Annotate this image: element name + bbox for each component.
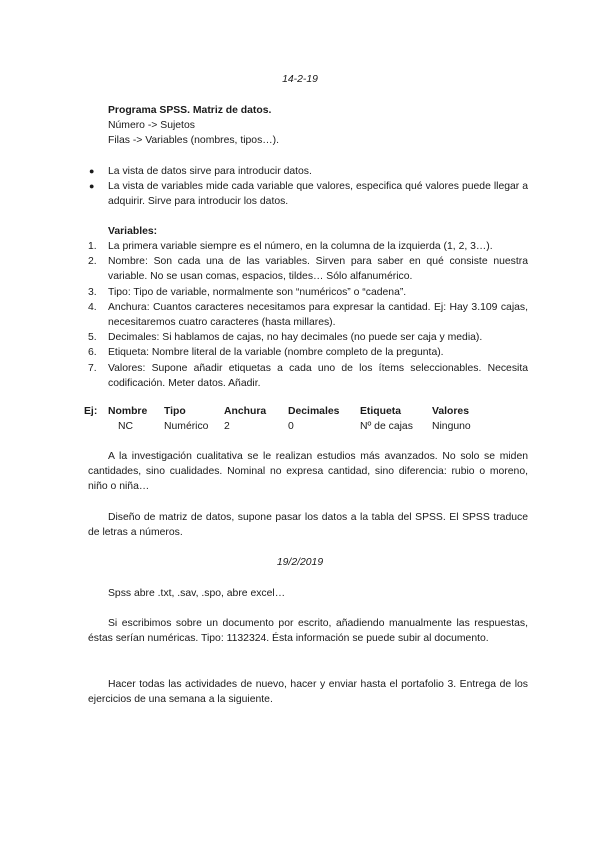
paragraph: Hacer todas las actividades de nuevo, hacer y enviar hasta el portafolio 3. Entrega de los ejercicios de una semana a la siguiente. bbox=[88, 679, 528, 706]
table-row bbox=[108, 419, 492, 434]
example-table bbox=[108, 404, 492, 434]
list-number: 7. bbox=[88, 362, 97, 374]
text-line: Filas -> Variables (nombres, tipos…). bbox=[108, 135, 280, 146]
table-header: Anchura bbox=[224, 406, 267, 417]
numbered-list bbox=[88, 239, 528, 391]
list-item: ● La vista de datos sirve para introducir datos. bbox=[88, 164, 528, 179]
table-header: Etiqueta bbox=[360, 406, 401, 417]
list-number: 4. bbox=[88, 301, 97, 313]
bullet-icon: ● bbox=[89, 166, 95, 176]
example-label: Ej: bbox=[84, 406, 98, 417]
table-header: Valores bbox=[432, 406, 469, 417]
table-cell: NC bbox=[118, 421, 134, 433]
table-cell: 2 bbox=[224, 421, 230, 433]
date-heading-2: 19/2/2019 bbox=[276, 557, 324, 568]
paragraph: Spss abre .txt, .sav, .spo, abre excel… bbox=[108, 588, 286, 599]
date-heading-1: 14-2-19 bbox=[282, 74, 318, 85]
bullet-icon: ● bbox=[89, 181, 95, 192]
table-cell: Ninguno bbox=[432, 421, 471, 433]
list-number: 6. bbox=[88, 347, 97, 359]
table-cell: 0 bbox=[288, 421, 294, 433]
list-item: 7. Valores: Supone añadir etiquetas a cada uno de los ítems seleccionables. Necesita codificación. Meter datos. Añadir. bbox=[88, 362, 528, 389]
list-item: 3. Tipo: Tipo de variable, normalmente son “numéricos” o “cadena”. bbox=[88, 285, 528, 300]
list-number: 2. bbox=[88, 256, 97, 268]
table-header: Decimales bbox=[288, 406, 340, 417]
table-header: Nombre bbox=[108, 406, 148, 417]
paragraph: A la investigación cualitativa se le realizan estudios más avanzados. No solo se miden cantidades, sino cualidades. Nominal no expresa cantidad, sino diferencia: rubio o moreno, niño o niña… bbox=[88, 451, 528, 493]
list-item: 2. Nombre: Son cada una de las variables. Sirven para saber en qué consiste nuestra variable. No se usan comas, espacios, tildes… Sólo alfanumérico. bbox=[88, 256, 528, 283]
paragraph: Si escribimos sobre un documento por escrito, añadiendo manualmente las respuestas, éstas serían numéricas. Tipo: 1132324. Ésta información se puede subir al documento. bbox=[88, 618, 528, 645]
list-item: 4. Anchura: Cuantos caracteres necesitamos para expresar la cantidad. Ej: Hay 3.109 cajas, necesitaremos cuatro caracteres (hasta millares). bbox=[88, 301, 528, 329]
table-cell: Numérico bbox=[164, 421, 209, 433]
list-number: 5. bbox=[88, 332, 97, 344]
table-cell: Nº de cajas bbox=[360, 421, 413, 433]
text-line: Número -> Sujetos bbox=[108, 120, 195, 131]
list-number: 3. bbox=[88, 286, 97, 298]
paragraph: Diseño de matriz de datos, supone pasar los datos a la tabla del SPSS. El SPSS traduce de letras a números. bbox=[88, 512, 528, 539]
list-item: 1. La primera variable siempre es el número, en la columna de la izquierda (1, 2, 3…). bbox=[88, 239, 528, 254]
table-header: Tipo bbox=[164, 406, 186, 417]
table-header-row bbox=[108, 404, 492, 419]
list-item: ● La vista de variables mide cada variable que valores, especifica qué valores puede llegar a adquirir. Sirve para introducir los datos. bbox=[89, 181, 528, 208]
list-number: 1. bbox=[88, 241, 97, 252]
section-title: Programa SPSS. Matriz de datos. bbox=[108, 105, 272, 116]
list-item: 6. Etiqueta: Nombre literal de la variable (nombre completo de la pregunta). bbox=[88, 345, 528, 360]
bullet-list bbox=[88, 164, 528, 210]
list-item: 5. Decimales: Si hablamos de cajas, no hay decimales (no puede ser caja y media). bbox=[88, 330, 528, 345]
variables-heading: Variables: bbox=[108, 226, 158, 237]
